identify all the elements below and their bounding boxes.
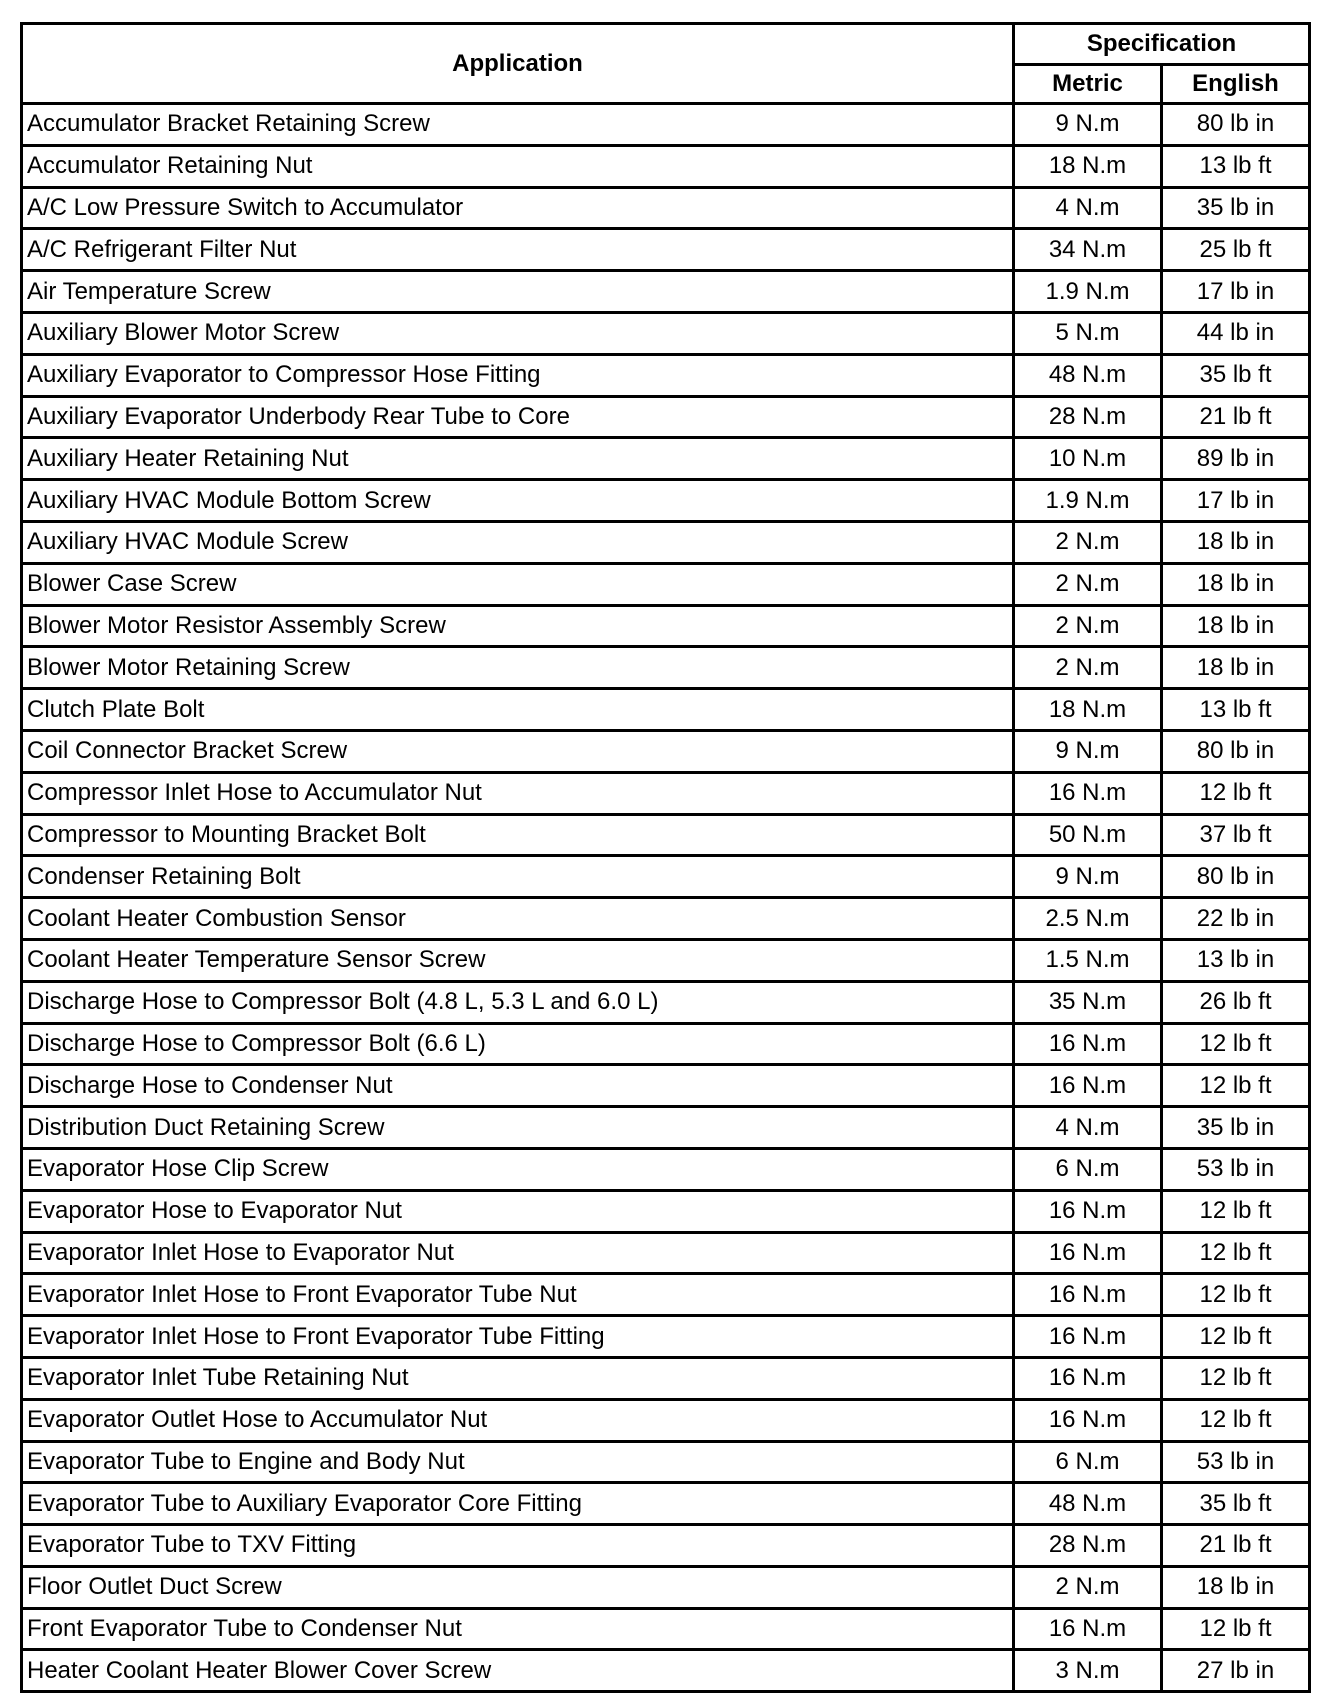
metric-cell: 4 N.m xyxy=(1014,187,1162,229)
english-cell: 35 lb in xyxy=(1162,1107,1310,1149)
english-cell: 13 lb ft xyxy=(1162,145,1310,187)
metric-cell: 50 N.m xyxy=(1014,814,1162,856)
metric-cell: 2 N.m xyxy=(1014,1566,1162,1608)
metric-cell: 28 N.m xyxy=(1014,396,1162,438)
english-cell: 12 lb ft xyxy=(1162,1190,1310,1232)
metric-cell: 10 N.m xyxy=(1014,438,1162,480)
english-cell: 35 lb ft xyxy=(1162,1483,1310,1525)
application-cell: Compressor Inlet Hose to Accumulator Nut xyxy=(22,772,1014,814)
english-cell: 18 lb in xyxy=(1162,1566,1310,1608)
metric-cell: 1.9 N.m xyxy=(1014,480,1162,522)
application-cell: Discharge Hose to Compressor Bolt (4.8 L, 5.3 L and 6.0 L) xyxy=(22,981,1014,1023)
application-cell: Distribution Duct Retaining Screw xyxy=(22,1107,1014,1149)
application-cell: Accumulator Retaining Nut xyxy=(22,145,1014,187)
application-cell: Evaporator Inlet Hose to Evaporator Nut xyxy=(22,1232,1014,1274)
application-cell: Coolant Heater Temperature Sensor Screw xyxy=(22,939,1014,981)
application-cell: Heater Coolant Heater Blower Cover Screw xyxy=(22,1650,1014,1692)
metric-cell: 9 N.m xyxy=(1014,730,1162,772)
application-cell: Evaporator Inlet Hose to Front Evaporator Tube Fitting xyxy=(22,1316,1014,1358)
metric-cell: 3 N.m xyxy=(1014,1650,1162,1692)
table-row xyxy=(22,1483,1310,1525)
english-cell: 27 lb in xyxy=(1162,1650,1310,1692)
metric-cell: 1.9 N.m xyxy=(1014,271,1162,313)
application-cell: Discharge Hose to Compressor Bolt (6.6 L) xyxy=(22,1023,1014,1065)
metric-cell: 16 N.m xyxy=(1014,772,1162,814)
application-cell: Evaporator Tube to Engine and Body Nut xyxy=(22,1441,1014,1483)
english-cell: 12 lb ft xyxy=(1162,1399,1310,1441)
english-cell: 22 lb in xyxy=(1162,898,1310,940)
table-row xyxy=(22,814,1310,856)
application-cell: Evaporator Outlet Hose to Accumulator Nut xyxy=(22,1399,1014,1441)
table-row xyxy=(22,1107,1310,1149)
english-cell: 21 lb ft xyxy=(1162,396,1310,438)
application-cell: Evaporator Tube to Auxiliary Evaporator Core Fitting xyxy=(22,1483,1014,1525)
table-row xyxy=(22,730,1310,772)
english-cell: 12 lb ft xyxy=(1162,1316,1310,1358)
table-body xyxy=(22,104,1310,1692)
torque-spec-table xyxy=(20,22,1311,1693)
application-cell: Auxiliary Blower Motor Screw xyxy=(22,312,1014,354)
english-cell: 12 lb ft xyxy=(1162,1608,1310,1650)
table-row xyxy=(22,1399,1310,1441)
english-cell: 18 lb in xyxy=(1162,605,1310,647)
metric-cell: 1.5 N.m xyxy=(1014,939,1162,981)
application-cell: Auxiliary Evaporator Underbody Rear Tube to Core xyxy=(22,396,1014,438)
english-cell: 53 lb in xyxy=(1162,1148,1310,1190)
application-cell: Blower Motor Resistor Assembly Screw xyxy=(22,605,1014,647)
table-row xyxy=(22,271,1310,313)
metric-cell: 18 N.m xyxy=(1014,689,1162,731)
table-row xyxy=(22,1525,1310,1567)
metric-cell: 16 N.m xyxy=(1014,1190,1162,1232)
table-row xyxy=(22,145,1310,187)
english-cell: 35 lb ft xyxy=(1162,354,1310,396)
metric-cell: 18 N.m xyxy=(1014,145,1162,187)
english-cell: 18 lb in xyxy=(1162,647,1310,689)
application-cell: A/C Low Pressure Switch to Accumulator xyxy=(22,187,1014,229)
application-cell: Evaporator Hose Clip Screw xyxy=(22,1148,1014,1190)
application-cell: Coil Connector Bracket Screw xyxy=(22,730,1014,772)
application-cell: Discharge Hose to Condenser Nut xyxy=(22,1065,1014,1107)
metric-cell: 6 N.m xyxy=(1014,1441,1162,1483)
table-row xyxy=(22,1650,1310,1692)
english-cell: 12 lb ft xyxy=(1162,772,1310,814)
english-cell: 12 lb ft xyxy=(1162,1232,1310,1274)
table-row xyxy=(22,354,1310,396)
metric-cell: 16 N.m xyxy=(1014,1023,1162,1065)
english-cell: 80 lb in xyxy=(1162,730,1310,772)
metric-header: Metric xyxy=(1014,65,1162,104)
table-row xyxy=(22,647,1310,689)
metric-cell: 2 N.m xyxy=(1014,563,1162,605)
table-row xyxy=(22,898,1310,940)
table-row xyxy=(22,772,1310,814)
english-cell: 13 lb in xyxy=(1162,939,1310,981)
application-cell: A/C Refrigerant Filter Nut xyxy=(22,229,1014,271)
english-cell: 18 lb in xyxy=(1162,563,1310,605)
table-row xyxy=(22,939,1310,981)
application-header: Application xyxy=(22,24,1014,104)
table-row xyxy=(22,229,1310,271)
english-cell: 17 lb in xyxy=(1162,271,1310,313)
application-cell: Blower Motor Retaining Screw xyxy=(22,647,1014,689)
metric-cell: 16 N.m xyxy=(1014,1316,1162,1358)
application-cell: Floor Outlet Duct Screw xyxy=(22,1566,1014,1608)
english-cell: 53 lb in xyxy=(1162,1441,1310,1483)
metric-cell: 35 N.m xyxy=(1014,981,1162,1023)
english-cell: 12 lb ft xyxy=(1162,1274,1310,1316)
table-row xyxy=(22,1148,1310,1190)
application-cell: Blower Case Screw xyxy=(22,563,1014,605)
metric-cell: 48 N.m xyxy=(1014,1483,1162,1525)
table-row xyxy=(22,104,1310,146)
application-cell: Air Temperature Screw xyxy=(22,271,1014,313)
metric-cell: 28 N.m xyxy=(1014,1525,1162,1567)
table-row xyxy=(22,1190,1310,1232)
application-cell: Compressor to Mounting Bracket Bolt xyxy=(22,814,1014,856)
application-cell: Auxiliary Heater Retaining Nut xyxy=(22,438,1014,480)
table-row xyxy=(22,480,1310,522)
metric-cell: 16 N.m xyxy=(1014,1274,1162,1316)
english-cell: 18 lb in xyxy=(1162,521,1310,563)
metric-cell: 16 N.m xyxy=(1014,1357,1162,1399)
metric-cell: 16 N.m xyxy=(1014,1608,1162,1650)
application-cell: Evaporator Inlet Tube Retaining Nut xyxy=(22,1357,1014,1399)
application-cell: Auxiliary HVAC Module Screw xyxy=(22,521,1014,563)
application-cell: Auxiliary Evaporator to Compressor Hose Fitting xyxy=(22,354,1014,396)
metric-cell: 5 N.m xyxy=(1014,312,1162,354)
table-row xyxy=(22,605,1310,647)
table-row xyxy=(22,563,1310,605)
table-row xyxy=(22,438,1310,480)
metric-cell: 16 N.m xyxy=(1014,1065,1162,1107)
english-cell: 89 lb in xyxy=(1162,438,1310,480)
metric-cell: 34 N.m xyxy=(1014,229,1162,271)
table-row xyxy=(22,1065,1310,1107)
english-cell: 21 lb ft xyxy=(1162,1525,1310,1567)
table-row xyxy=(22,1023,1310,1065)
table-row xyxy=(22,521,1310,563)
specification-header: Specification xyxy=(1014,24,1310,65)
table-row xyxy=(22,1608,1310,1650)
english-cell: 12 lb ft xyxy=(1162,1023,1310,1065)
application-cell: Front Evaporator Tube to Condenser Nut xyxy=(22,1608,1014,1650)
metric-cell: 2 N.m xyxy=(1014,605,1162,647)
table-header xyxy=(22,24,1310,104)
metric-cell: 9 N.m xyxy=(1014,856,1162,898)
table-row xyxy=(22,856,1310,898)
application-cell: Evaporator Inlet Hose to Front Evaporator Tube Nut xyxy=(22,1274,1014,1316)
table-row xyxy=(22,1566,1310,1608)
table-row xyxy=(22,1316,1310,1358)
table-row xyxy=(22,689,1310,731)
table-row xyxy=(22,1441,1310,1483)
metric-cell: 2 N.m xyxy=(1014,521,1162,563)
table-row xyxy=(22,396,1310,438)
english-cell: 17 lb in xyxy=(1162,480,1310,522)
metric-cell: 16 N.m xyxy=(1014,1232,1162,1274)
table-row xyxy=(22,1232,1310,1274)
application-cell: Auxiliary HVAC Module Bottom Screw xyxy=(22,480,1014,522)
english-cell: 80 lb in xyxy=(1162,104,1310,146)
english-cell: 26 lb ft xyxy=(1162,981,1310,1023)
application-cell: Coolant Heater Combustion Sensor xyxy=(22,898,1014,940)
application-cell: Condenser Retaining Bolt xyxy=(22,856,1014,898)
english-cell: 80 lb in xyxy=(1162,856,1310,898)
table-row xyxy=(22,981,1310,1023)
english-cell: 12 lb ft xyxy=(1162,1065,1310,1107)
application-cell: Evaporator Hose to Evaporator Nut xyxy=(22,1190,1014,1232)
application-cell: Accumulator Bracket Retaining Screw xyxy=(22,104,1014,146)
table-row xyxy=(22,187,1310,229)
metric-cell: 48 N.m xyxy=(1014,354,1162,396)
application-cell: Clutch Plate Bolt xyxy=(22,689,1014,731)
metric-cell: 2.5 N.m xyxy=(1014,898,1162,940)
metric-cell: 4 N.m xyxy=(1014,1107,1162,1149)
table-row xyxy=(22,1274,1310,1316)
english-cell: 25 lb ft xyxy=(1162,229,1310,271)
header-row-top xyxy=(22,24,1310,65)
metric-cell: 16 N.m xyxy=(1014,1399,1162,1441)
metric-cell: 6 N.m xyxy=(1014,1148,1162,1190)
metric-cell: 9 N.m xyxy=(1014,104,1162,146)
application-cell: Evaporator Tube to TXV Fitting xyxy=(22,1525,1014,1567)
metric-cell: 2 N.m xyxy=(1014,647,1162,689)
table-row xyxy=(22,312,1310,354)
english-cell: 44 lb in xyxy=(1162,312,1310,354)
english-cell: 12 lb ft xyxy=(1162,1357,1310,1399)
table-row xyxy=(22,1357,1310,1399)
english-cell: 37 lb ft xyxy=(1162,814,1310,856)
english-cell: 35 lb in xyxy=(1162,187,1310,229)
english-header: English xyxy=(1162,65,1310,104)
english-cell: 13 lb ft xyxy=(1162,689,1310,731)
